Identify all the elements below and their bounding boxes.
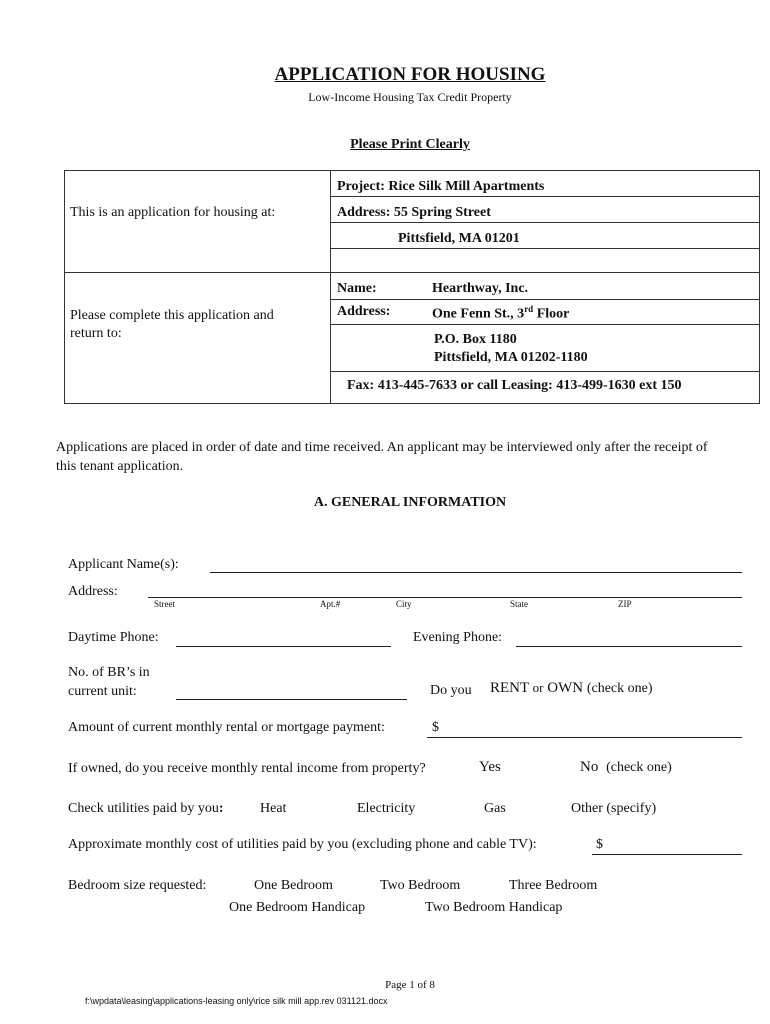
rent-own-group xyxy=(490,680,653,697)
payment-amount-field[interactable] xyxy=(427,737,742,738)
box-row-line xyxy=(330,222,759,223)
electricity-label: Electricity xyxy=(357,801,416,816)
box-divider-middle xyxy=(65,272,759,273)
gas-option xyxy=(484,801,506,817)
daytime-phone-label: Daytime Phone: xyxy=(68,630,159,645)
fax-and-phone: Fax: 413-445-7633 or call Leasing: 413-499-1630 ext 150 xyxy=(347,378,682,393)
return-address-value: One Fenn St., 3rd Floor xyxy=(432,304,570,322)
page-subtitle: Low-Income Housing Tax Credit Property xyxy=(308,90,512,104)
electricity-option xyxy=(357,801,415,817)
utilities-dollar-sign: $ xyxy=(596,837,603,852)
two-bedroom-option xyxy=(380,878,460,894)
page-title: APPLICATION FOR HOUSING xyxy=(274,64,546,85)
print-note: Please Print Clearly xyxy=(350,137,470,152)
payment-dollar-sign: $ xyxy=(432,720,439,735)
gas-label: Gas xyxy=(484,801,506,816)
project-info-box xyxy=(64,170,760,404)
bedroom-size-label: Bedroom size requested: xyxy=(68,878,207,893)
box-row-line xyxy=(330,299,759,300)
street-caption: Street xyxy=(154,599,175,609)
state-caption: State xyxy=(510,599,528,609)
intro-paragraph: Applications are placed in order of date and time received. An applicant may be interviewed only after the receipt of this tenant application. xyxy=(56,440,708,474)
return-instructions: Please complete this application and return to: xyxy=(70,308,274,341)
return-po-city: Pittsfield, MA 01202-1180 xyxy=(434,350,588,365)
page-number: Page 1 of 8 xyxy=(385,979,435,991)
return-name-value: Hearthway, Inc. xyxy=(432,281,529,296)
evening-phone-label: Evening Phone: xyxy=(413,630,503,645)
return-po-box: P.O. Box 1180 xyxy=(434,332,517,347)
three-bedroom-label: Three Bedroom xyxy=(509,878,598,893)
no-option xyxy=(580,759,672,776)
yes-option xyxy=(479,759,501,776)
check-one-label-2: (check one) xyxy=(606,760,672,775)
box-row-line xyxy=(330,371,759,372)
rent-label: RENT xyxy=(490,680,529,696)
box-row-line xyxy=(330,196,759,197)
return-address-label: Address: xyxy=(337,304,391,319)
evening-phone-field[interactable] xyxy=(516,646,742,647)
daytime-phone-field[interactable] xyxy=(176,646,391,647)
two-bedroom-handicap-label: Two Bedroom Handicap xyxy=(425,900,563,915)
section-a-heading: A. GENERAL INFORMATION xyxy=(313,495,507,510)
bedrooms-label-line2: current unit: xyxy=(68,684,137,699)
utilities-cost-field[interactable] xyxy=(592,854,742,855)
project-name: Project: Rice Silk Mill Apartments xyxy=(337,179,545,194)
applicant-names-label: Applicant Name(s): xyxy=(68,557,179,572)
bedrooms-field[interactable] xyxy=(176,699,407,700)
project-address: Address: 55 Spring Street xyxy=(337,205,491,220)
other-option xyxy=(571,801,656,817)
one-bedroom-option xyxy=(254,878,333,894)
application-intro-label: This is an application for housing at: xyxy=(70,205,276,220)
two-bedroom-label: Two Bedroom xyxy=(380,878,461,893)
rental-income-question: If owned, do you receive monthly rental income from property? xyxy=(68,761,426,776)
own-label: OWN xyxy=(547,680,584,696)
applicant-names-field[interactable] xyxy=(210,572,742,573)
do-you-label: Do you xyxy=(430,683,472,698)
one-bedroom-label: One Bedroom xyxy=(254,878,333,893)
payment-amount-label: Amount of current monthly rental or mortgage payment: xyxy=(68,720,385,735)
heat-label: Heat xyxy=(260,801,287,816)
bedrooms-label-line1: No. of BR’s in xyxy=(68,665,150,680)
other-label: Other (specify) xyxy=(571,801,657,816)
two-bedroom-handicap-option xyxy=(425,900,562,916)
box-divider-vertical xyxy=(330,171,331,403)
utilities-label: Check utilities paid by you: xyxy=(68,801,224,816)
three-bedroom-option xyxy=(509,878,597,894)
or-label: or xyxy=(532,680,544,695)
utilities-cost-label: Approximate monthly cost of utilities paid by you (excluding phone and cable TV): xyxy=(68,837,537,852)
city-caption: City xyxy=(396,599,412,609)
heat-option xyxy=(260,801,286,817)
project-city: Pittsfield, MA 01201 xyxy=(398,231,520,246)
yes-label: Yes xyxy=(479,759,501,775)
one-bedroom-handicap-option xyxy=(229,900,365,916)
apt-caption: Apt.# xyxy=(320,599,341,609)
box-row-line xyxy=(330,324,759,325)
file-path: f:\wpdata\leasing\applications-leasing only\rice silk mill app.rev 031121.docx xyxy=(85,996,388,1006)
address-field[interactable] xyxy=(148,597,742,598)
check-one-label: (check one) xyxy=(586,681,653,696)
box-row-line xyxy=(330,248,759,249)
return-name-label: Name: xyxy=(337,281,377,296)
address-label: Address: xyxy=(68,584,118,599)
zip-caption: ZIP xyxy=(618,599,632,609)
no-label: No xyxy=(580,759,599,775)
one-bedroom-handicap-label: One Bedroom Handicap xyxy=(229,900,366,915)
